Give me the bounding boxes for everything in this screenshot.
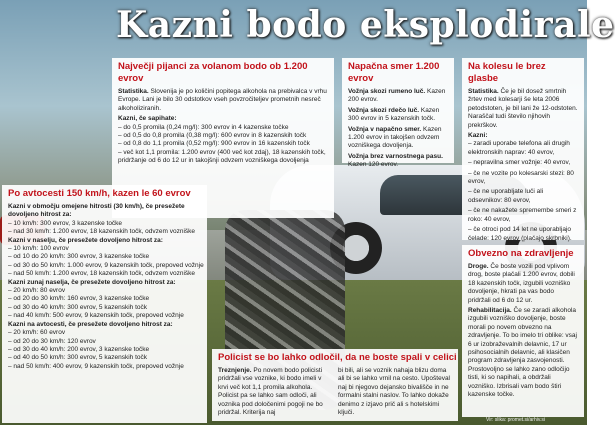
list-item: – 10 km/h: 100 evrov xyxy=(8,245,69,253)
column-left xyxy=(218,367,332,417)
box-text xyxy=(468,88,578,130)
list-item: pridržanje od 6 do 12 ur in takojšnji odvzem vozniškega dovoljenja xyxy=(118,157,309,165)
box-heading: Napačna smer 1.200 evrov xyxy=(348,61,440,84)
box-heading: Največji pijanci za volanom bodo ob 1.200 evrov xyxy=(118,61,308,84)
list-item: – od 30 do 40 km/h: 200 evrov, 3 kazenske točke xyxy=(8,345,150,353)
detention-box xyxy=(212,349,458,421)
sub-heading: Kazni: xyxy=(468,132,488,140)
speeding-box xyxy=(2,185,207,423)
list-item: – od 10 do 20 km/h: 300 evrov, 3 kazenske točke xyxy=(8,253,150,261)
paragraph xyxy=(468,263,578,305)
list-item: – od 30 do 40 km/h: 300 evrov, 5 kazenskih točk xyxy=(8,303,147,311)
list-item: – 20 km/h: 80 evrov xyxy=(8,287,66,295)
list-item: – nad 50 km/h: 400 evrov, 9 kazenskih točk, prepoved vožnje xyxy=(8,362,184,370)
paragraph xyxy=(468,307,578,399)
paragraph xyxy=(348,107,448,124)
box-heading: Po avtocesti 150 km/h, kazen le 60 evrov xyxy=(8,188,191,199)
cycling-box xyxy=(462,58,584,240)
column-right: bi bili, ali se voznik nahaja blizu doma ali bi se lahko vrnil na cesto. Upošteval naj bi njegovo dejansko bivališče in ne formalni stalni naslov. To lahko dokaže denimo z izjavo prič ali s hotelskimi ključi. xyxy=(338,367,451,417)
list-item: – nepravilna smer vožnje: 40 evrov, xyxy=(468,159,571,167)
para-label: Droge. xyxy=(468,263,489,270)
para-label: Vožnja skozi rdečo luč. xyxy=(348,106,420,114)
para-text: Če boste vozili pod vplivom drog, boste plačali 1.200 evrov, dobili 18 kazenskih točk, izgubili vozniško dovoljenje, hkrati pa vas bodo pridržali od 6 do 12 ur. xyxy=(468,263,575,304)
para-text: Kazen 1.200 evrov in takojšen odvzem vozniškega dovoljenja. xyxy=(348,125,442,150)
list-item: – če otroci pod 14 let ne uporabljajo čelade: 120 evrov (plačajo skrbniki). xyxy=(468,226,572,242)
list-item: – od 0,5 do 0,8 promila (0,38 mg/l): 600 evrov in 8 kazenskih točk xyxy=(118,132,307,140)
stat-label: Statistika. xyxy=(118,88,149,95)
stat-text: Če je bil dosež smrtnih žrtev med kolesarji še leta 2006 petodstoten, je bil lani že 12-odstoten. Naraščal tudi število njihovih prekrškov. xyxy=(468,88,578,129)
list-item: – nad 40 km/h: 500 evrov, 9 kazenskih točk, prepoved vožnje xyxy=(8,312,184,320)
group-label: Kazni v naselju, če presežete dovoljeno hitrost za: xyxy=(8,236,163,244)
box-heading: Policist se bo lahko odločil, da ne boste spali v celici xyxy=(218,352,457,363)
box-heading: Obvezno na zdravljenje xyxy=(468,248,574,259)
treatment-box xyxy=(462,245,584,417)
para-text: Kazen 120 evrov. xyxy=(348,161,399,169)
list-item: – če ne uporabljate luči ali odsevnikov: 80 evrov, xyxy=(468,188,544,204)
list-item: – 10 km/h: 300 evrov, 3 kazenske točke xyxy=(8,219,123,227)
list-item: – več kot 1,1 promila: 1.200 evrov (400 več kot zdaj), 18 kazenskih točk, xyxy=(118,148,326,156)
para-text: Če se zaradi alkohola izgubili vozniško dovoljenje, boste morali po novem obvezno na zdravljenje. To bo imelo tri oblike: vsaj 6 ur izobraževalnih delavnic, 17 ur psihosocialnih delavnic, ali klasičen program zdravljenja zasvojenosti. Prostovoljno se lahko zano odločijo tisti, ki so napihali, a obdržali vozniško. Izbrisali vam bodo štiri kazenske točke. xyxy=(468,307,577,399)
list-item: – nad 50 km/h: 1.200 evrov, 18 kazenskih točk, odvzem vozniške xyxy=(8,270,196,278)
two-columns xyxy=(218,367,452,417)
para-text: Kazen 200 evrov. xyxy=(348,88,446,104)
para-text: Po novem bodo policisti pridržali vse voznike, ki bodo imeli v krvi več kot 1,1 promila alkohola. Policist pa se lahko sam odloči, ali voznika pod določenimi pogoji ne bo pridržal. Kriterija naj xyxy=(218,367,323,417)
photo-credit: Vir: slika: promet.si/arhiv.si xyxy=(486,417,545,423)
list-item: – od 40 do 50 km/h: 300 evrov, 5 kazenskih točk xyxy=(8,354,147,362)
box-text xyxy=(118,88,328,113)
list-item: – zaradi uporabe telefona ali drugih elektronskih naprav: 40 evrov, xyxy=(468,140,570,156)
list-item: – če ne vozite po kolesarski stezi: 80 evrov, xyxy=(468,169,574,186)
list-item: – od 30 do 50 km/h: 1.000 evrov, 9 kazenskih točk, prepoved vožnje xyxy=(8,261,204,269)
para-text: Kazen 300 evrov in 5 kazenskih točk. xyxy=(348,106,440,123)
list-item: – od 20 do 30 km/h: 160 evrov, 3 kazenske točke xyxy=(8,295,150,303)
list-item: – nad 30 km/h: 1.200 evrov, 18 kazenskih točk, odvzem vozniške xyxy=(8,228,196,236)
para-label: Treznjenje. xyxy=(218,367,252,374)
paragraph xyxy=(348,88,448,105)
paragraph xyxy=(348,126,448,151)
para-label: Vožnja v napačno smer. xyxy=(348,125,422,133)
list-item: – od 20 do 30 km/h: 120 evrov xyxy=(8,337,96,345)
list-item: – 20 km/h: 60 evrov xyxy=(8,329,66,337)
para-label: Vožnja skozi rumeno luč. xyxy=(348,88,426,95)
paragraph xyxy=(348,153,448,170)
stat-text: Slovenija je po količini popitega alkohola na prebivalca v vrhu Evrope. Lani je bilo 30 odstotkov vseh povzročiteljev prometnih nesreč alkoholiziranih. xyxy=(118,88,327,112)
box-heading: Na kolesu le brez glasbe xyxy=(468,61,546,84)
list-item: – do 0,5 promila (0,24 mg/l): 300 evrov in 4 kazenske točke xyxy=(118,123,289,131)
list-item: – če ne nakažete spremembe smeri z roko: 40 evrov, xyxy=(468,207,577,223)
stat-label: Statistika. xyxy=(468,88,499,95)
group-label: Kazni na avtocesti, če presežete dovoljeno hitrost za: xyxy=(8,320,173,328)
para-label: Vožnja brez varnostnega pasu. xyxy=(348,152,443,160)
sub-heading: Kazni, če sapihate: xyxy=(118,115,177,123)
traffic-violations-box xyxy=(342,58,454,169)
list-item: – od 0,8 do 1,1 promila (0,52 mg/l): 900 evrov in 16 kazenskih točk xyxy=(118,140,310,148)
group-label: Kazni zunaj naselja, če presežete dovoljeno hitrost za: xyxy=(8,278,176,286)
group-label: Kazni v območju omejene hitrosti (30 km/h), če presežete dovoljeno hitrost za: xyxy=(8,203,185,219)
page-title: Kazni bodo eksplodirale xyxy=(116,4,615,46)
para-label: Rehabilitacija. xyxy=(468,307,512,315)
